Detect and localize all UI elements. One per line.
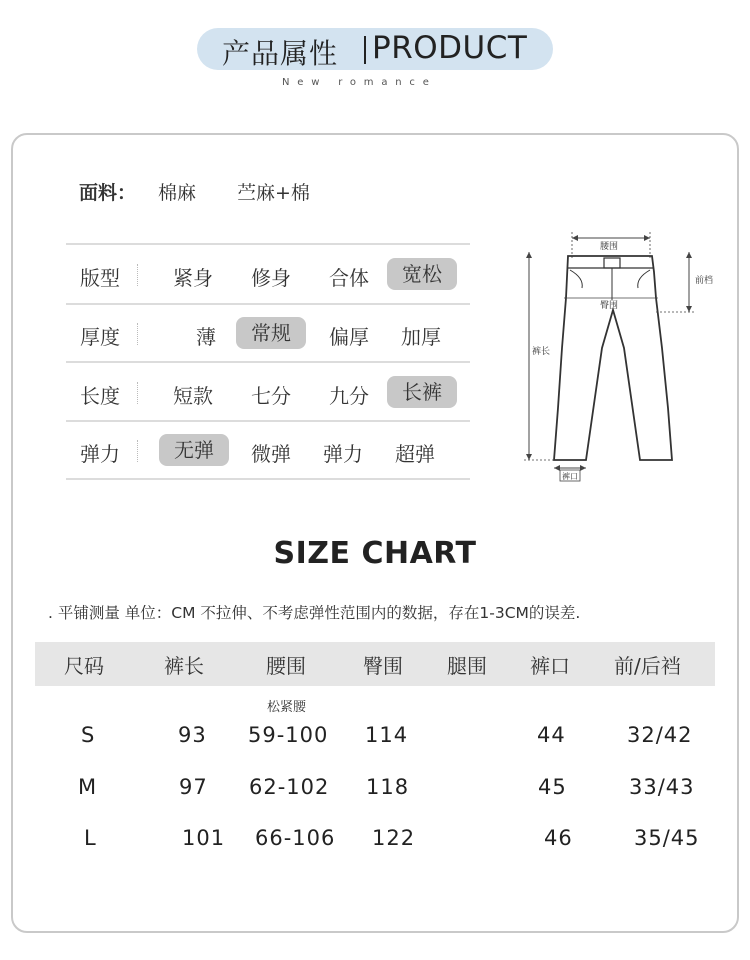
attr-option: 紧身 [173,266,213,290]
table-cell-hip: 114 [365,723,409,747]
fabric-value-1: 棉麻 [158,182,197,204]
attr-option: 加厚 [401,325,441,349]
table-cell-rise: 32/42 [627,723,693,747]
table-cell-size: S [81,723,96,747]
table-header-rise: 前/后裆 [614,654,681,678]
pants-diagram [496,228,736,488]
pants-outline [554,256,672,460]
rise-text: 前档 [695,276,714,286]
table-cell-size: L [84,826,97,850]
attr-dots [137,323,138,345]
attr-option: 修身 [251,266,291,290]
header-subtitle: New romance [282,77,437,88]
attr-option: 弹力 [323,442,363,466]
attr-option-selected: 无弹 [159,434,229,466]
table-header-waist: 腰围 [266,654,306,678]
fabric-label: 面料： [79,182,137,204]
attr-divider [66,243,470,245]
attr-divider [66,303,470,305]
header-title-cn: 产品属性 [222,37,339,70]
table-header-hip: 臀围 [363,654,403,678]
size-chart-note: . 平铺测量 单位：CM 不拉伸、不考虑弹性范围内的数据，存在1-3CM的误差. [48,604,581,622]
table-cell-hip: 118 [366,775,410,799]
table-cell-size: M [78,775,98,799]
table-header-hem: 裤口 [530,654,570,678]
table-header-size: 尺码 [64,654,104,678]
attr-option: 偏厚 [329,325,369,349]
attr-option: 超弹 [395,442,435,466]
attr-option-selected: 宽松 [387,258,457,290]
attr-label-elasticity: 弹力 [80,442,120,466]
attr-option: 九分 [329,384,369,408]
attr-label-thickness: 厚度 [80,325,120,349]
table-cell-waist: 59-100 [248,723,329,747]
table-cell-hip: 122 [372,826,416,850]
waist-text: 腰围 [600,242,619,252]
fabric-value-2: 苎麻+棉 [237,182,310,204]
attr-label-length: 长度 [80,384,120,408]
table-cell-rise: 35/45 [634,826,700,850]
table-cell-rise: 33/43 [629,775,695,799]
size-chart-title: SIZE CHART [273,536,477,571]
length-text: 裤长 [532,347,551,357]
attr-option: 微弹 [251,442,291,466]
attr-option: 短款 [173,384,213,408]
table-cell-hem: 44 [537,723,566,747]
hem-text: 裤口 [562,472,578,481]
attr-divider [66,361,470,363]
table-cell-length: 97 [179,775,208,799]
attr-option-selected: 长裤 [387,376,457,408]
table-cell-hem: 46 [544,826,573,850]
attr-dots [137,382,138,404]
table-cell-length: 101 [182,826,226,850]
attr-label-fit: 版型 [80,266,120,290]
table-header-length: 裤长 [164,654,204,678]
table-cell-hem: 45 [538,775,567,799]
attr-option: 合体 [329,266,369,290]
waist-note: 松紧腰 [267,700,307,715]
attr-dots [137,264,138,286]
header-title-en: PRODUCT [372,30,528,66]
table-header-thigh: 腿围 [447,654,487,678]
attr-option: 七分 [251,384,291,408]
hip-text: 臀围 [600,301,619,311]
attr-option: 薄 [196,325,216,349]
table-cell-waist: 66-106 [255,826,336,850]
attr-option-selected: 常规 [236,317,306,349]
attr-dots [137,440,138,462]
table-cell-waist: 62-102 [249,775,330,799]
attr-divider [66,420,470,422]
header-separator [364,36,366,64]
attr-divider [66,478,470,480]
table-cell-length: 93 [178,723,207,747]
